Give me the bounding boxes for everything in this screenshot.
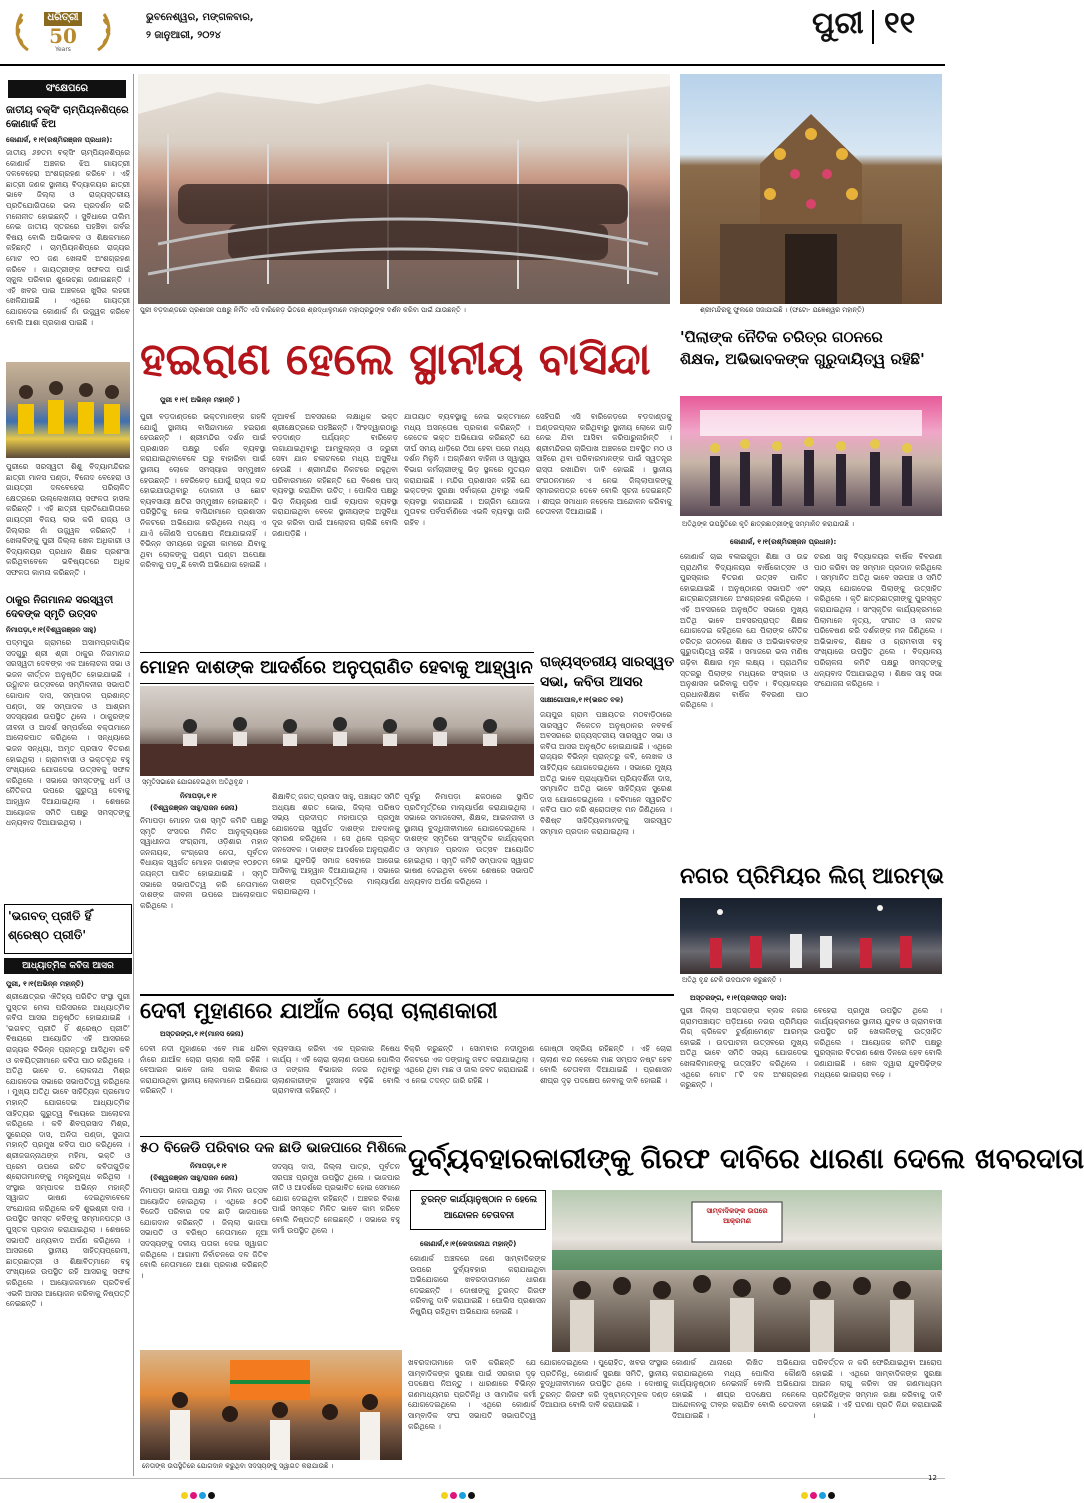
right-headline-1: 'ପିଲାଙ୍କ ନୈତିକ ଚରିତ୍ର ଗଠନରେ <box>680 328 883 346</box>
temple-icon <box>680 74 942 304</box>
khabar-col1: ଖବରଦାତାମାନେ ଦାବି କରିଛନ୍ତି ଯେ ସାମ୍ବାଦିକଙ୍କ ସୁରକ୍ଷା ପାଇଁ ସରକାର ଦୃଢ଼ ପଦକ୍ଷେପ ନିଅନ୍ତୁ । ଧାରଣାରେ ବିଭିନ୍ନ ଗଣମାଧ୍ୟମର ପ୍ରତିନିଧି ଓ ସାମାଜିକ କର୍ମୀ ଯୋଗଦେଇଥିଲେ । ଏଥିରେ କୋଣାର୍କ ସାମ୍ବାଦିକ ସଂଘ ସଭାପତି ସଭାପତିତ୍ୱ କରିଥିଲେ । <box>408 1358 536 1431</box>
page-mark: 12 <box>928 1474 937 1482</box>
bjp-col1: ନିମାପଡ଼ା ଭାଜପା ପକ୍ଷରୁ ଏକ ମିଳନ ଉତ୍ସବ ଆୟୋଜିତ ହୋଇଥିଲା । ଏଥିରେ ୫୦ଟି ବିଜେଡି ପରିବାର ଦଳ ଛାଡ଼ି ଭାଜପାରେ ଯୋଗଦାନ କରିଛନ୍ତି । ଜିଲ୍ଲା ଭାଜପା ସଭାପତି ଓ ବରିଷ୍ଠ ନେତାମାନେ ନୂଆ ସଦସ୍ୟଙ୍କୁ ଦଳୀୟ ପତାକା ଦେଇ ସ୍ୱାଗତ କରିଥିଲେ । ଆଗାମୀ ନିର୍ବାଚନରେ ଦଳ ଜିତିବ ବୋଲି ନେତାମାନେ ଆଶା ପ୍ରକାଶ କରିଛନ୍ତି । <box>140 1186 268 1280</box>
bjp-headline: ୫୦ ବିଜେଡି ପରିବାର ଦଳ ଛାଡି ଭାଜପାରେ ମିଶିଲେ <box>140 1136 402 1159</box>
mohan-byline: ନିମାପଡ଼ା,୧।୧ <box>180 792 217 800</box>
lead-col3: ଯାତାୟାତ ବ୍ୟବସ୍ଥାକୁ ନେଇ ଭକ୍ତମାନେ ମଧ୍ୟ ଅସନ୍ତୋଷ ପ୍ରକାଶ କରିଛନ୍ତି । କେତେକ ଭକ୍ତ ଅଭିଯୋଗ କରିଛନ୍ତି ଯେ ଦୀର୍ଘ ସମୟ ଧାଡ଼ିରେ ଠିଆ ହେବା ପରେ ମଧ୍ୟ ଦର୍ଶନ ମିଳୁନି । ଅଗ୍ନିଶମ ବାହିନୀ ଓ ସ୍ୱାସ୍ଥ୍ୟ ବିଭାଗ କର୍ମଚାରୀଙ୍କୁ ଭିଡ଼ ସ୍ଥଳରେ ମୁତୟନ କରାଯାଇଛି । ମନ୍ଦିର ପ୍ରଶାସନ କହିଛି ଯେ ଭକ୍ତଙ୍କ ସୁରକ୍ଷା ସର୍ବାଗ୍ରେ ଥିବାରୁ ଏଭଳି ବ୍ୟବସ୍ଥା କରାଯାଇଛି । ଅଗ୍ରିମ ଯୋଜନା ମୁତାବକ ପର୍ବପର୍ବାଣିରେ ଏଭଳି ବ୍ୟବସ୍ଥା ଜାରି ରହିବ । <box>404 412 530 527</box>
meeting-icon <box>140 686 534 776</box>
barricade-crowd-photo <box>138 74 670 304</box>
premier-col2: ବେହେରା ପ୍ରମୁଖ ଉପସ୍ଥିତ ଥିଲେ । କାର୍ଯ୍ୟକ୍ରମରେ ସ୍ଥାନୀୟ ଯୁବକ ଓ ଗ୍ରାମବାସୀ ଉପସ୍ଥିତ ରହି ଖେଳାଳିଙ୍କୁ ଉତ୍ସାହିତ କରିଥିଲେ । ଆୟୋଜକ କମିଟି ପକ୍ଷରୁ ପୁରସ୍କାର ବିତରଣ ଶେଷ ଦିନରେ ହେବ ବୋଲି ଜଣାଯାଇଛି । ଖେଳ ଦ୍ୱାରା ଯୁବପିଢ଼ିଙ୍କ ମଧ୍ୟରେ ଭାଇଚାରା ବଢ଼େ । <box>814 1006 942 1079</box>
color-bar-left <box>180 1484 216 1503</box>
date: ୨ ଜାନୁଆରୀ, ୨୦୨୪ <box>146 30 221 41</box>
khabar-col4: ପରିବର୍ତ୍ତନ ନ କରି ଫେରିଯାଇଥିବା ଆରୋପ ହୋଇଛି । ଏଥିରେ ସାମ୍ବାଦିକଙ୍କ ସୁରକ୍ଷା ଆଇନ ଲାଗୁ କରିବା ସହ ଗଣମାଧ୍ୟମ ପ୍ରତିନିଧିଙ୍କ ସମ୍ମାନ ରକ୍ଷା କରିବାକୁ ଦାବି ହୋଇଛି । ଏହି ଘଟଣା ପ୍ରତି ନିନ୍ଦା କରାଯାଇଛି । <box>812 1358 942 1420</box>
right-col2: ଚରଣ ସାହୁ ବିଦ୍ୟାଳୟର ବାର୍ଷିକ ବିବରଣୀ ପାଠ କରିବା ସହ ସମ୍ମାନ ପ୍ରଦାନ କରିଥିଲେ । ସମ୍ମାନିତ ଅତିଥି ଭାବେ ସରପଞ୍ଚ ଓ ସମିତି ସଭ୍ୟ ଯୋଗଦେଇ ପିଲାଙ୍କୁ ଉତ୍ସାହିତ କରିଥିଲେ । କୃତି ଛାତ୍ରଛାତ୍ରୀଙ୍କୁ ପୁରସ୍କୃତ କରାଯାଇଥିଲା । ସାଂସ୍କୃତିକ କାର୍ଯ୍ୟକ୍ରମରେ ପିଲାମାନେ ନୃତ୍ୟ, ସଂଗୀତ ଓ ନାଟକ ପରିବେଷଣ କରି ଦର୍ଶକଙ୍କ ମନ ଜିଣିଥିଲେ । ଅଭିଭାବକ, ଶିକ୍ଷକ ଓ ଗ୍ରାମବାସୀ ବହୁ ସଂଖ୍ୟାରେ ଉପସ୍ଥିତ ଥିଲେ । ବିଦ୍ୟାଳୟ ପରିଚାଳନା କମିଟି ପକ୍ଷରୁ ସମସ୍ତଙ୍କୁ ଧନ୍ୟବାଦ ଦିଆଯାଇଥିଲା । ଶିକ୍ଷକ ସାହୁ ସଭା ସଂଯୋଜନା କରିଥିଲେ । <box>814 552 942 689</box>
brief-label: ସଂକ୍ଷେପରେ <box>8 80 126 98</box>
felicitation-photo <box>680 396 942 516</box>
mohan-meeting-photo <box>140 686 534 776</box>
stage-icon <box>680 396 942 516</box>
brief1-byline: କୋଣାର୍କ, ୧।୧(ରଶ୍ମିରଞ୍ଜନ ପ୍ରଧାନ): <box>6 136 113 144</box>
lead-headline: ହଇରାଣ ହେଲେ ସ୍ଥାନୀୟ ବାସିନ୍ଦା <box>140 334 651 385</box>
section-divider <box>872 10 874 44</box>
bjp-col2: ସଦସ୍ୟ ଦାସ, ଜିଲ୍ଲା ପାତ୍ର, ପୂର୍ବତନ ସରପଞ୍ଚ ପ୍ରମୁଖ ଉପସ୍ଥିତ ଥିଲେ । ଭାଜପାର ନୀତି ଓ ଆଦର୍ଶରେ ପ୍ରଭାବିତ ହୋଇ ସେମାନେ ଯୋଗ ଦେଇଥିବା କହିଛନ୍ତି । ଅଞ୍ଚଳର ବିକାଶ ପାଇଁ ସମସ୍ତେ ମିଳିତ ଭାବେ କାମ କରିବେ ବୋଲି ନିଷ୍ପତ୍ତି ନେଇଛନ୍ତି । ସଭାରେ ବହୁ କର୍ମୀ ଉପସ୍ଥିତ ଥିଲେ । <box>272 1162 400 1235</box>
brief3-body: ଶ୍ରୀକ୍ଷେତ୍ରର ଐତିହ୍ୟ ପରିଚିତ ସଂସ୍ଥା ପୁରୀ ପୁସ୍ତକ ମେଳା ପରିସରରେ ଆଧ୍ୟାତ୍ମିକ କବିତା ଆସର ଅନୁଷ୍ଠିତ ହୋଇଯାଇଛି । 'ଭଗବତ୍ ପ୍ରୀତି ହିଁ ଶ୍ରେଷ୍ଠ ପ୍ରୀତି' ବିଷୟରେ ଆୟୋଜିତ ଏହି ଆସରରେ ରାଜ୍ୟର ବିଭିନ୍ନ ପ୍ରାନ୍ତରୁ ଆସିଥିବା କବି ଓ କବୟିତ୍ରୀମାନେ କବିତା ପାଠ କରିଥିଲେ । ଅତିଥି ଭାବେ ଡ. ଲୋକନାଥ ମିଶ୍ର ଯୋଗଦେଇ ସଭାରେ ସଭାପତିତ୍ୱ କରିଥିଲେ । ମୁଖ୍ୟ ଅତିଥି ଭାବେ ସାହିତ୍ୟିକ ପ୍ରମୋଦ ମହାନ୍ତି ଯୋଗଦେଇ ଆଧ୍ୟାତ୍ମିକ ସାହିତ୍ୟର ଗୁରୁତ୍ୱ ବିଷୟରେ ଆଲୋଚନା କରିଥିଲେ । କବି ଶିବପ୍ରସାଦ ମିଶ୍ର, ସୁରେନ୍ଦ୍ର ଦାସ, ଅନିତା ପଣ୍ଡା, ସୁଜାତା ମହାନ୍ତି ପ୍ରମୁଖ କବିତା ପାଠ କରିଥିଲେ । ଶ୍ରୀଜଗନ୍ନାଥଙ୍କ ମହିମା, ଭକ୍ତି ଓ ପ୍ରେମ ଉପରେ ରଚିତ କବିତାଗୁଡ଼ିକ ଶ୍ରୋତାମାନଙ୍କୁ ମନ୍ତ୍ରମୁଗ୍ଧ କରିଥିଲା । ସଂସ୍ଥାର ସମ୍ପାଦକ ଅଭିନ୍ନ ମହାନ୍ତି ସ୍ୱାଗତ ଭାଷଣ ଦେଇଥିବାବେଳେ ସଂଯୋଜନା କରିଥିଲେ କବି ଶୁଭଶ୍ରୀ ଦାସ । ଉପସ୍ଥିତ ସମସ୍ତ କବିଙ୍କୁ ସମ୍ମାନପତ୍ର ଓ ପୁସ୍ତକ ପ୍ରଦାନ କରାଯାଇଥିଲା । ଶେଷରେ ସଭାପତି ଧନ୍ୟବାଦ ଅର୍ପଣ କରିଥିଲେ । ଆସରରେ ସ୍ଥାନୀୟ ସାହିତ୍ୟପ୍ରେମୀ, ଛାତ୍ରଛାତ୍ରୀ ଓ ଶିକ୍ଷାବିତ୍‌ମାନେ ବହୁ ସଂଖ୍ୟାରେ ଉପସ୍ଥିତ ରହି ଆସରକୁ ସଫଳ କରିଥିଲେ । ଆୟୋଜକମାନେ ପ୍ରତିବର୍ଷ ଏଭଳି ଆସର ଆୟୋଜନ କରିବାକୁ ନିଷ୍ପତ୍ତି ନେଇଛନ୍ତି । <box>6 992 130 1309</box>
mohan-col3: ପୂର୍ବରୁ ନିମାପଡ଼ା ଛକଠାରେ ସ୍ଥାପିତ ପ୍ରତିମୂର୍ତ୍ତିରେ ମାଲ୍ୟାର୍ପଣ କରାଯାଇଥିଲା । ସଭାରେ ସମାଜସେବୀ, ଶିକ୍ଷକ, ଆଇନଜୀବୀ ଓ ସ୍ଥାନୀୟ ବୁଦ୍ଧିଜୀବୀମାନେ ଯୋଗଦେଇଥିଲେ । ଦାଶଙ୍କ ସ୍ମୃତିରେ ସାଂସ୍କୃତିକ କାର୍ଯ୍ୟକ୍ରମ ଓ ସମ୍ମାନ ପ୍ରଦାନ ଉତ୍ସବ ଆୟୋଜିତ ହୋଇଥିଲା । ସ୍ମୃତି କମିଟି ସମ୍ପାଦକ ସ୍ୱାଗତ ଭାଷଣ ଦେଇଥିବା ବେଳେ ଶେଷରେ ସଭାପତି ଧନ୍ୟବାଦ ଅର୍ପଣ କରିଥିଲେ । <box>404 792 534 886</box>
crowd-icon <box>138 74 670 304</box>
section-name: ପୁରୀ <box>812 6 864 41</box>
sabha-headline-1: ରାଜ୍ୟସ୍ତରୀୟ ସାରସ୍ୱତ <box>540 654 675 670</box>
right-col1: କୋଣାର୍କ ଚାଇ ବଳାଇଗୁଡ଼ା ଶିକ୍ଷା ଓ ଉଚ୍ଚ ପ୍ରାଥମିକ ବିଦ୍ୟାଳୟର ବାର୍ଷିକୋତ୍ସବ ଓ ପୁରସ୍କାର ବିତରଣ ଉତ୍ସବ ପାଳିତ ହୋଇଯାଇଛି । ଅନୁଷ୍ଠାନର ସଭାପତି ଏବଂ ଛାତ୍ରଛାତ୍ରୀମାନେ ଅଂଶଗ୍ରହଣ କରିଥିଲେ । ଏହି ଅବସରରେ ଅନୁଷ୍ଠିତ ସଭାରେ ମୁଖ୍ୟ ଅତିଥି ଭାବେ ଅବସରପ୍ରାପ୍ତ ଶିକ୍ଷକ ଯୋଗଦେଇ କହିଥିଲେ ଯେ ପିଲାଙ୍କ ନୈତିକ ଚରିତ୍ର ଗଠନରେ ଶିକ୍ଷକ ଓ ଅଭିଭାବକଙ୍କ ଗୁରୁଦାୟିତ୍ୱ ରହିଛି । ସମାଜରେ ଭଲ ମଣିଷ ଗଢ଼ିବା ଶିକ୍ଷାର ମୂଳ ଲକ୍ଷ୍ୟ । ପ୍ରାଥମିକ ସ୍ତରରୁ ପିଲାଙ୍କ ମଧ୍ୟରେ ସଂସ୍କାର ଓ ଅନୁଶାସନ ଭରିବାକୁ ପଡ଼ିବ । ବିଦ୍ୟାଳୟର ପ୍ରଧାନଶିକ୍ଷକ ବାର୍ଷିକ ବିବରଣୀ ପାଠ କରିଥିଲେ । <box>680 552 808 710</box>
masthead <box>0 0 945 70</box>
protest-banner-text: ସାମ୍ବାଦିକଙ୍କ ଉପରେ ଆକ୍ରମଣ <box>706 1207 768 1225</box>
dateline: ଭୁବନେଶ୍ୱର, ମଙ୍ଗଳବାର, <box>146 12 254 23</box>
brief2-title: ଠାକୁର ନିଗମାନନ୍ଦ ସରସ୍ୱତୀ ଦେବଙ୍କ ସ୍ମୃତି ଉତ୍ସବ <box>6 595 114 620</box>
khabar-kicker-1: ତୁରନ୍ତ କାର୍ଯ୍ୟାନୁଷ୍ଠାନ ନ ହେଲେ <box>420 1195 538 1205</box>
brief3-title: 'ଭଗବତ୍ ପ୍ରୀତି ହିଁ ଶ୍ରେଷ୍ଠ ପ୍ରୀତି' <box>8 909 92 942</box>
khabar-headline: ଦୁର୍ବ୍ୟବହାରକାରୀଙ୍କୁ ଗିରଫ ଦାବିରେ ଧାରଣା ଦେଲେ ଖବରଦାତା <box>408 1142 1084 1175</box>
right-headline-2: ଶିକ୍ଷକ, ଅଭିଭାବକଙ୍କ ଗୁରୁଦାୟିତ୍ୱ ରହିଛି' <box>680 350 925 368</box>
sabha-headline-2: ସଭା, କବିତା ଆସର <box>540 674 643 690</box>
khabar-byline: କୋଣାର୍କ,୧।୧(କେଦାରନାଥ ମହାନ୍ତି) <box>420 1240 517 1248</box>
protest-photo <box>552 1190 942 1352</box>
khabar-kicker-box <box>410 1190 546 1230</box>
debi-headline: ଦେବୀ ମୁହାଣରେ ଯାଆଁଳ ଚୋରା ଚାଲାଣକାରୀ <box>140 994 674 1028</box>
premier-league-photo <box>680 898 942 974</box>
boxing-girls-photo <box>6 362 130 458</box>
anniversary-logo <box>8 4 118 60</box>
sabha-body: ଜୟପୁର ଗ୍ରାମ ପଞ୍ଚାୟତର ମଠବାଡ଼ିଠାରେ ସାରସ୍ୱତ ନିକେତନ ଅନୁଷ୍ଠାନର ନବବର୍ଷ ଅବସରରେ ରାଜ୍ୟସ୍ତରୀୟ ସାରସ୍ୱତ ସଭା ଓ କବିତା ଆସର ଅନୁଷ୍ଠିତ ହୋଇଯାଇଛି । ଏଥିରେ ରାଜ୍ୟର ବିଭିନ୍ନ ପ୍ରାନ୍ତରୁ କବି, ଲେଖକ ଓ ସାହିତ୍ୟିକ ଯୋଗଦେଇଥିଲେ । ସଭାରେ ମୁଖ୍ୟ ଅତିଥି ଭାବେ ପ୍ରାଧ୍ୟାପିକା ପ୍ରିୟଦର୍ଶିନୀ ଦାସ, ସମ୍ମାନିତ ଅତିଥି ଭାବେ ସାହିତ୍ୟିକ ସୁରେଶ ଦାସ ଯୋଗଦେଇଥିଲେ । କବିମାନେ ସ୍ୱରଚିତ କବିତା ପାଠ କରି ଶ୍ରୋତାଙ୍କ ମନ ଜିଣିଥିଲେ । ବିଶିଷ୍ଟ ସାହିତ୍ୟିକମାନଙ୍କୁ ସାରସ୍ୱତ ସମ୍ମାନ ପ୍ରଦାନ କରାଯାଇଥିଲା । <box>540 710 672 836</box>
brief3-subtitle: ଆଧ୍ୟାତ୍ମିକ କବିତା ଆସର <box>4 958 132 974</box>
premier-headline: ନଗର ପ୍ରିମିୟର ଲିଗ୍ ଆରମ୍ଭ <box>680 864 944 889</box>
right-byline: କୋଣାର୍କ, ୧।୧(ରଶ୍ମିରଞ୍ଜନ ପ୍ରଧାନ): <box>730 538 837 546</box>
brief1-body: ଜାତୀୟ ୬୭ତମ ବକ୍ସିଂ ଚାମ୍ପିୟନଶିପ୍‌ରେ କୋଣାର୍କ ଅଞ୍ଚଳର ଝିଅ ଗାୟତ୍ରୀ ଦଳବେହେରା ଅଂଶଗ୍ରହଣ କରିବେ । ଏହି ଛାତ୍ରୀ ଜଣକ ସ୍ଥାନୀୟ ବିଦ୍ୟାଳୟର ଛାତ୍ରୀ ଭାବେ ଜିଲ୍ଲା ଓ ରାଜ୍ୟସ୍ତରୀୟ ପ୍ରତିଯୋଗିତାରେ ଭଲ ପ୍ରଦର୍ଶନ କରି ମନୋନୀତ ହୋଇଛନ୍ତି । ସୁବିଧାରେ ତାଲିମ ନେଇ ଜାତୀୟ ସ୍ତରରେ ପହଞ୍ଚିବା ଗର୍ବର ବିଷୟ ବୋଲି ଅଭିଭାବକ ଓ ଶିକ୍ଷକମାନେ କହିଛନ୍ତି । ଚାମ୍ପିୟନଶିପ୍‌ରେ ରାଜ୍ୟର ମୋଟ ୧୦ ଜଣ ଖେଳାଳି ଅଂଶଗ୍ରହଣ କରିବେ । ଗାୟତ୍ରୀଙ୍କ ସଫଳତା ପାଇଁ ସ୍କୁଲ ପରିବାର ଶୁଭେଚ୍ଛା ଜଣାଇଛନ୍ତି । ଏହି ଖବର ପାଇ ଅଞ୍ଚଳରେ ଖୁସିର ଲହରୀ ଖେଳିଯାଇଛି । ଏଥିରେ ଗାୟତ୍ରୀ ଯୋଗଦେଇ କୋଣାର୍କ ନାଁ ଉଜ୍ଜ୍ୱଳ କରିବେ ବୋଲି ଆଶା ପ୍ରକାଶ ପାଇଛି । <box>6 148 130 327</box>
logo-years-label: Years <box>55 46 71 53</box>
lead-col1: ପୁରୀ ବଡ଼ଦାଣ୍ଡରେ ଭକ୍ତମାନଙ୍କ ଗହଳି ଯୋଗୁଁ ସ୍ଥାନୀୟ ବାସିନ୍ଦାମାନେ ହଇରାଣ ହେଉଛନ୍ତି । ଶ୍ରୀମନ୍ଦିର ଦର୍ଶନ ପାଇଁ ପ୍ରଶାସନ ପକ୍ଷରୁ ଦର୍ଶନ ବ୍ୟବସ୍ଥା କରାଯାଇଥିବାବେଳେ ଘରୁ ବାହାରିବା ପାଇଁ ସ୍ଥାନୀୟ ଲୋକେ ସମସ୍ୟାର ସମ୍ମୁଖୀନ ହେଉଛନ୍ତି । ବେରିକେଡ଼ ଯୋଗୁଁ ରାସ୍ତା ବନ୍ଦ ହୋଇଯାଉଥିବାରୁ ଦୋକାନୀ ଓ ଛୋଟ ବ୍ୟବସାୟୀ କ୍ଷତିର ସମ୍ମୁଖୀନ ହୋଇଛନ୍ତି । ପରିସ୍ଥିତିକୁ ନେଇ ବାସିନ୍ଦାମାନେ ପ୍ରଶାସନ ନିକଟରେ ଅଭିଯୋଗ କରିଥିଲେ ମଧ୍ୟ ଏ ଯାଏଁ କୌଣସି ପଦକ୍ଷେପ ନିଆଯାଇନାହିଁ । ବିଭିନ୍ନ ସମୟରେ ଜରୁରୀ କାମରେ ଯିବାକୁ ଥିବା ଲୋକଙ୍କୁ ଘଣ୍ଟା ଘଣ୍ଟା ଅପେକ୍ଷା କରିବାକୁ ପଡ଼ୁଛି ବୋଲି ଅଭିଯୋଗ ହୋଇଛି । <box>140 412 267 570</box>
debi-col3: ବିକ୍ରି କରୁଛନ୍ତି । ସୋମବାର ନଦୀମୁହାଣ ନିକଟରେ ଏକ ଡଙ୍ଗାକୁ ଜବତ କରାଯାଇଥିଲା । ଏଥିରେ ଥିବା ମାଛ ଓ ଜାଲ ଜବତ କରାଯାଇଛି । ଏ ନେଇ ତଦନ୍ତ ଜାରି ରହିଛି । <box>404 1044 534 1085</box>
debi-col4: ଗୋଷ୍ଠୀ ସକ୍ରିୟ ରହିଛନ୍ତି । ଏହି ଚୋରା ଚାଲାଣ ବନ୍ଦ ନହେଲେ ମାଛ ସମ୍ପଦ ନଷ୍ଟ ହେବ ବୋଲି ଚେତାବନୀ ଦିଆଯାଇଛି । ପ୍ରଶାସନ ଶୀଘ୍ର ଦୃଢ଼ ପଦକ୍ଷେପ ନେବାକୁ ଦାବି ହୋଇଛି । <box>540 1044 672 1085</box>
logo-name: ଧରିତ୍ରୀ <box>47 12 79 23</box>
premier-caption: ଅତିଥି ବୃନ୍ଦ ଟେକି ଉଦଘାଟନ କରୁଛନ୍ତି । <box>682 976 782 984</box>
debi-col1: ଦେବୀ ନଦୀ ମୁହାଣରେ ଏବେ ମାଛ ଧରିବା ନାଁରେ ଯାଆଁଳ ଚୋରା ଚାଲାଣ ଲାଗି ରହିଛି । ବେଆଇନ ଭାବେ ଜାଲ ପକାଇ ଶିକାର କରାଯାଉଥିବା ସ୍ଥାନୀୟ ଲୋକମାନେ ଅଭିଯୋଗ କରିଛନ୍ତି । <box>140 1044 268 1096</box>
debi-byline: ଅସ୍ତରଙ୍ଗ,୧।୧(ମାନସ ଜେନା) <box>160 1030 244 1038</box>
bjp-joining-photo <box>140 1350 402 1460</box>
mohan-caption: ସ୍ମୃତିସଭାରେ ଯୋଗଦେଇଥିବା ଅତିଥିବୃନ୍ଦ । <box>142 778 249 786</box>
group-icon <box>6 362 130 458</box>
mohan-byline-2: (ବିଶ୍ୱରଞ୍ଜନ ସାହୁ/ରାଜନ ଜେନା) <box>150 804 238 812</box>
premier-col1: ପୁରୀ ଜିଲ୍ଲା ଅସ୍ତରଙ୍ଗ ବ୍ଲକ ନଗର ଗ୍ରାମପଞ୍ଚାୟତ ପଡ଼ିଆରେ ନଗର ପ୍ରିମିୟର ଲିଗ୍ କ୍ରିକେଟ ଟୁର୍ଣ୍ଣାମେଣ୍ଟ ଆରମ୍ଭ ହୋଇଛି । ଉଦଘାଟନୀ ଉତ୍ସବରେ ମୁଖ୍ୟ ଅତିଥି ଭାବେ ସମିତି ସଭ୍ୟ ଯୋଗଦେଇ ଖେଳାଳିମାନଙ୍କୁ ଉତ୍ସାହିତ କରିଥିଲେ । ଏଥିରେ ମୋଟ ୮ଟି ଦଳ ଅଂଶଗ୍ରହଣ କରୁଛନ୍ତି । <box>680 1006 808 1090</box>
bjp-byline: ନିମାପଡ଼ା,୧।୧ <box>190 1162 227 1170</box>
brief2-byline: ନିମାପଡ଼ା,୧।୧(ବିଶ୍ୱରଞ୍ଜନ ସାହୁ) <box>6 626 97 634</box>
debi-col2: ବ୍ୟବସାୟ କରିବା ଏକ ପ୍ରକାର ନିଷେଧ କାର୍ଯ୍ୟ । ଏହି ଚୋରା ଚାଲାଣ ଉପରେ ପୋଲିସ ଓ ଜଙ୍ଗଲ ବିଭାଗର ନଜର ନଥିବାରୁ ଚାଲାଣକାରୀଙ୍କ ଦୁଃସାହସ ବଢ଼ିଛି ବୋଲି ଗ୍ରାମବାସୀ କହିଛନ୍ତି । <box>272 1044 400 1096</box>
page-number: ୧୧ <box>884 6 916 41</box>
mohan-headline: ମୋହନ ଦାଶଙ୍କ ଆଦର୍ଶରେ ଅନୁପ୍ରାଣିତ ହେବାକୁ ଆହ୍ୱାନ <box>140 652 534 684</box>
players-icon <box>680 898 942 974</box>
registration-marks <box>0 1474 945 1494</box>
khabar-lead-body: କୋଣାର୍କ ଅଞ୍ଚଳରେ ଜଣେ ସାମ୍ବାଦିକଙ୍କ ଉପରେ ଦୁର୍ବ୍ୟବହାର କରାଯାଇଥିବା ଅଭିଯୋଗରେ ଖବରଦାତାମାନେ ଧାରଣା ଦେଇଛନ୍ତି । ଦୋଷୀଙ୍କୁ ତୁରନ୍ତ ଗିରଫ କରିବାକୁ ଦାବି କରାଯାଇଛି । ପୋଲିସ ପ୍ରଶାସନ ନିଷ୍କ୍ରିୟ ରହିଥିବା ଅଭିଯୋଗ ହୋଇଛି । <box>410 1254 546 1316</box>
lead-byline: ପୁରୀ ୧।୧( ଅଭିନ୍ନ ମହାନ୍ତି ) <box>160 396 241 404</box>
mohan-col1: ନିମାପଡ଼ା ମୋହନ ଦାଶ ସ୍ମୃତି କମିଟି ପକ୍ଷରୁ ସ୍ମୃତି ସଂସଦର ମିଳିତ ଆନୁକୂଲ୍ୟରେ ସ୍ୱାଧୀନତା ସଂଗ୍ରାମୀ, ଓଡ଼ିଶାର ମହାନ ଜନନାୟକ, କଂଗ୍ରେସ ନେତା, ପୂର୍ବତନ ବିଧାୟକ ସ୍ୱର୍ଗତ ମୋହନ ଦାଶଙ୍କ ୧୦୭ତମ ଜୟନ୍ତୀ ପାଳିତ ହୋଇଯାଇଛି । ସ୍ମୃତି ସଭାରେ ସଭାପତିତ୍ୱ କରି ନେତାମାନେ ଦାଶଙ୍କ ଜୀବନୀ ଉପରେ ଆଲୋକପାତ କରିଥିଲେ । <box>140 816 268 910</box>
lead-col2: ନୂଆବର୍ଷ ଅବସରରେ ଲକ୍ଷାଧିକ ଭକ୍ତ ଶ୍ରୀକ୍ଷେତ୍ରରେ ପହଞ୍ଚିଛନ୍ତି । ସିଂହଦ୍ୱାରଠାରୁ ବଡ଼ଦାଣ୍ଡ ପର୍ଯ୍ୟନ୍ତ ବାରିକେଡ଼ ଲଗାଯାଇଥିବାରୁ ଆମ୍ବୁଲାନ୍ସ ଓ ଜରୁରୀ ସେବା ଯାନ ଚଳାଚଳରେ ମଧ୍ୟ ଅସୁବିଧା ହେଉଛି । ଶ୍ରୀମନ୍ଦିର ନିକଟରେ ରହୁଥିବା ପରିବାରମାନେ କହିଛନ୍ତି ଯେ ବିଶେଷ ପାସ୍ ବ୍ୟବସ୍ଥା କରାଯିବା ଉଚିତ୍ । ପୋଲିସ ପକ୍ଷରୁ ଭିଡ଼ ନିୟନ୍ତ୍ରଣ ପାଇଁ ବ୍ୟାପକ ବ୍ୟବସ୍ଥା କରାଯାଇଥିବା ବେଳେ ସ୍ଥାନୀୟଙ୍କ ଅସୁବିଧା ଦୂର କରିବା ପାଇଁ ଆଲୋଚନା ଚାଲିଛି ବୋଲି ଜଣାପଡ଼ିଛି । <box>272 412 398 538</box>
masthead-rule <box>0 64 945 66</box>
mohan-col2: ଶିକ୍ଷାବିତ୍ ଜଗତ୍ ପ୍ରସାଦ ସାହୁ, ପଞ୍ଚାୟତ ସମିତି ଅଧ୍ୟକ୍ଷ ଶରତ ଭୋଇ, ଜିଲ୍ଲା ପରିଷଦ ସଭ୍ୟ ପ୍ରଦୀପ୍ତ ମହାପାତ୍ର ପ୍ରମୁଖ ଯୋଗଦେଇ ସ୍ୱର୍ଗତ ଦାଶଙ୍କ ଅବଦାନକୁ ସ୍ମରଣ କରିଥିଲେ । ସେ ଥିଲେ ପ୍ରକୃତ ଜନସେବକ । ଦାଶଙ୍କ ଆଦର୍ଶରେ ଅନୁପ୍ରାଣିତ ହୋଇ ଯୁବପିଢ଼ି ସମାଜ ସେବାରେ ଆଗେଇ ଆସିବାକୁ ଆହ୍ୱାନ ଦିଆଯାଇଥିଲା । ସଭାରେ ଦାଶଙ୍କ ପ୍ରତିମୂର୍ତ୍ତିରେ ମାଲ୍ୟାର୍ପଣ କରାଯାଇଥିଲା । <box>272 792 400 897</box>
felicitation-caption: ଅତିଥିଙ୍କ ଉପସ୍ଥିତିରେ କୃତି ଛାତ୍ରଛାତ୍ରୀଙ୍କୁ ସମ୍ମାନିତ କରାଯାଉଛି । <box>682 520 854 528</box>
lead-col4: ସେହିପରି ଏସି ବାରିକେଡ଼ରେ ବଡ଼ଦାଣ୍ଡକୁ ଅଣ୍ଡରପ୍ଲାନ କରିଥିବାରୁ ସ୍ଥାନୀୟ ଲୋକେ ଗାଡ଼ି ନେଇ ଯିବା ଆସିବା କରିପାରୁନାହାଁନ୍ତି । ଶ୍ରୀମନ୍ଦିରର ଚାରିପାଖ ଅଞ୍ଚଳରେ ଅବସ୍ଥିତ ମଠ ଓ ସାହିରେ ଥିବା ପରିବାରମାନଙ୍କ ପାଇଁ ସ୍ୱତନ୍ତ୍ର ରାସ୍ତା ରଖାଯିବା ଦାବି ହୋଇଛି । ସ୍ଥାନୀୟ ସଂଗଠନମାନେ ଏ ନେଇ ଜିଲ୍ଲାପାଳଙ୍କୁ ସ୍ମାରକପତ୍ର ଦେବେ ବୋଲି ସୂଚନା ଦେଇଛନ୍ତି । ଶୀଘ୍ର ସମାଧାନ ନହେଲେ ଆନ୍ଦୋଳନ କରିବାକୁ ଚେତାବନୀ ଦିଆଯାଇଛି । <box>536 412 672 517</box>
brief3-box <box>4 904 132 954</box>
sabha-byline: ସାକ୍ଷୀଗୋପାଳ,୧।୧(ଭରତ ବଳ) <box>540 696 624 704</box>
temple-caption: ଶ୍ରୀମନ୍ଦିରକୁ ଫୁଲରେ ସଜାଯାଇଛି । (ଫଟୋ- ଯଜ୍ଞେଶ୍ୱର ମହାନ୍ତି) <box>700 306 865 314</box>
brief1-body-cont: ପୁରୀରେ ସରସ୍ୱତୀ ଶିଶୁ ବିଦ୍ୟାମନ୍ଦିରର ଛାତ୍ରୀ ମାନସ ପଣ୍ଡା, ବିନୋଦ ବେହେରା ଓ ଗାୟତ୍ରୀ ଦଳବେହେରା ପରିଚାଳିତ କ୍ଷେତ୍ରରେ ଉଲ୍ଲେଖନୀୟ ସଫଳତା ହାସଲ କରିଛନ୍ତି । ଏହି ଛାତ୍ରୀ ପ୍ରତିଯୋଗିତାରେ ଗାୟତ୍ରୀ ବିଜୟ ଲାଭ କରି ରାଜ୍ୟ ଓ ଜିଲ୍ଲାର ନାଁ ଉଜ୍ଜ୍ୱଳ କରିଛନ୍ତି । ଖେଳାଳିଙ୍କୁ ପୁରୀ ଜିଲ୍ଲା ଖେଳ ଅଧିକାରୀ ଓ ବିଦ୍ୟାଳୟର ପ୍ରଧାନ ଶିକ୍ଷକ ପ୍ରଶଂସା କରିଥିବାବେଳେ ଭବିଷ୍ୟତରେ ଅଧିକ ସଫଳତା କାମନା କରିଛନ୍ତି । <box>6 462 130 577</box>
brief2-body: ପଦ୍ମପୁର ଗ୍ରାମରେ ଅସାମପ୍ରଦାୟିକ ସଦଗୁରୁ ଶ୍ରୀ ଶ୍ରୀ ଠାକୁର ନିଗମାନନ୍ଦ ସରସ୍ୱତୀ ଦେବଙ୍କ ଏକ ଆଲୋଚନା ସଭା ଓ ଭଜନ କୀର୍ତ୍ତନ ଅନୁଷ୍ଠିତ ହୋଇଯାଇଛି । ଉଦ୍ଘାଟନ ଉତ୍ସବରେ ସମ୍ମିଳନୀର ସଭାପତି ଗୋପାଳ ଦାସ, ସମ୍ପାଦକ ପ୍ରଶାନ୍ତ ପଣ୍ଡା, ସହ ସମ୍ପାଦକ ଓ ଆଶ୍ରମ ସଦସ୍ୟଗଣ ଉପସ୍ଥିତ ଥିଲେ । ଠାକୁରଙ୍କ ଜୀବନୀ ଓ ଆଦର୍ଶ ସମ୍ପର୍କରେ ବକ୍ତାମାନେ ଆଲୋକପାତ କରିଥିଲେ । ସନ୍ଧ୍ୟାରେ ଭଜନ ସନ୍ଧ୍ୟା, ଅମୃତ ପ୍ରସାଦ ବିତରଣ ହୋଇଥିଲା । ଗ୍ରାମବାସୀ ଓ ଭକ୍ତବୃନ୍ଦ ବହୁ ସଂଖ୍ୟାରେ ଯୋଗଦେଇ ଉତ୍ସବକୁ ସଫଳ କରିଥିଲେ । ସଭାରେ ସମସ୍ତଙ୍କୁ ଧର୍ମ ଓ ନୈତିକତା ଉପରେ ଗୁରୁତ୍ୱ ଦେବାକୁ ଆହ୍ୱାନ ଦିଆଯାଇଥିଲା । ଶେଷରେ ଆୟୋଜକ ସମିତି ପକ୍ଷରୁ ସମସ୍ତଙ୍କୁ ଧନ୍ୟବାଦ ଦିଆଯାଇଥିଲା । <box>6 638 130 828</box>
footer-rule <box>0 1478 945 1479</box>
khabar-col3: କୋଣାର୍କ ଥାନାରେ ଲିଖିତ ଅଭିଯୋଗ କରାଯାଇଥିଲେ ମଧ୍ୟ ପୋଲିସ କୌଣସି କାର୍ଯ୍ୟାନୁଷ୍ଠାନ ନେଇନାହିଁ ବୋଲି ଅଭିଯୋଗ ହୋଇଛି । ଶୀଘ୍ର ପଦକ୍ଷେପ ନନେଲେ ଆନ୍ଦୋଳନକୁ ତୀବ୍ର କରାଯିବ ବୋଲି ଚେତାବନୀ ଦିଆଯାଇଛି । <box>672 1358 806 1420</box>
party-flag-icon <box>140 1350 402 1460</box>
temple-flowers-photo <box>680 74 942 304</box>
color-bar-mid <box>440 1484 476 1503</box>
brief1-title: ଜାତୀୟ ବକ୍ସିଂ ଚାମ୍ପିୟନଶିପ୍‌ରେ କୋଣାର୍କ ଝିଅ <box>6 105 129 130</box>
barricade-caption: ପୁରୀ ବଡ଼ଦାଣ୍ଡରେ ପ୍ରଶାସନ ପକ୍ଷରୁ ନିର୍ମିତ ଏସି ବାରିକେଡ଼ ଭିତରେ ଶ୍ରଦ୍ଧାଳୁମାନେ ମହାପ୍ରଭୁଙ୍କ ଦର୍ଶନ କରିବା ପାଇଁ ଯାଉଛନ୍ତି । <box>140 306 466 314</box>
column-rule <box>133 74 134 1476</box>
khabar-kicker-2: ଆନ୍ଦୋଳନ ଚେତାବନୀ <box>443 1211 515 1221</box>
premier-byline: ଅସ୍ତରଙ୍ଗ, ୧।୧(ପ୍ରଦୀପ୍ତ ଦାସ): <box>690 994 787 1002</box>
bjp-caption: ନେତାଙ୍କ ଉପସ୍ଥିତିରେ ଯୋଗଦାନ କରୁଥିବା ସଦସ୍ୟଙ୍କୁ ସ୍ୱାଗତ କରାଯାଉଛି । <box>142 1462 334 1470</box>
khabar-col2: ଯୋଗଦେଇଥିଲେ । ପୁରୋହିତ, ଖବର ସଂସ୍ଥାର ପ୍ରତିନିଧି, କୋଣାର୍କ ସୁରକ୍ଷା ସମିତି, ସ୍ଥାନୀୟ ବୁଦ୍ଧିଜୀବୀମାନେ ଉପସ୍ଥିତ ଥିଲେ । ଦୋଷୀକୁ ତୁରନ୍ତ ଗିରଫ କରି ଦୃଷ୍ଟାନ୍ତମୂଳକ ଦଣ୍ଡ ଦିଆଯାଉ ବୋଲି ଦାବି କରାଯାଇଛି । <box>540 1358 668 1410</box>
logo-year: 50 <box>49 24 77 48</box>
brief3-byline: ପୁରୀ, ୧।୧(ଅଭିନ୍ନ ମହାନ୍ତି) <box>6 980 84 988</box>
color-bar-right <box>800 1484 836 1503</box>
bjp-byline-2: (ବିଶ୍ୱରଞ୍ଜନ ସାହୁ/ରାଜନ ଜେନା) <box>150 1174 238 1182</box>
